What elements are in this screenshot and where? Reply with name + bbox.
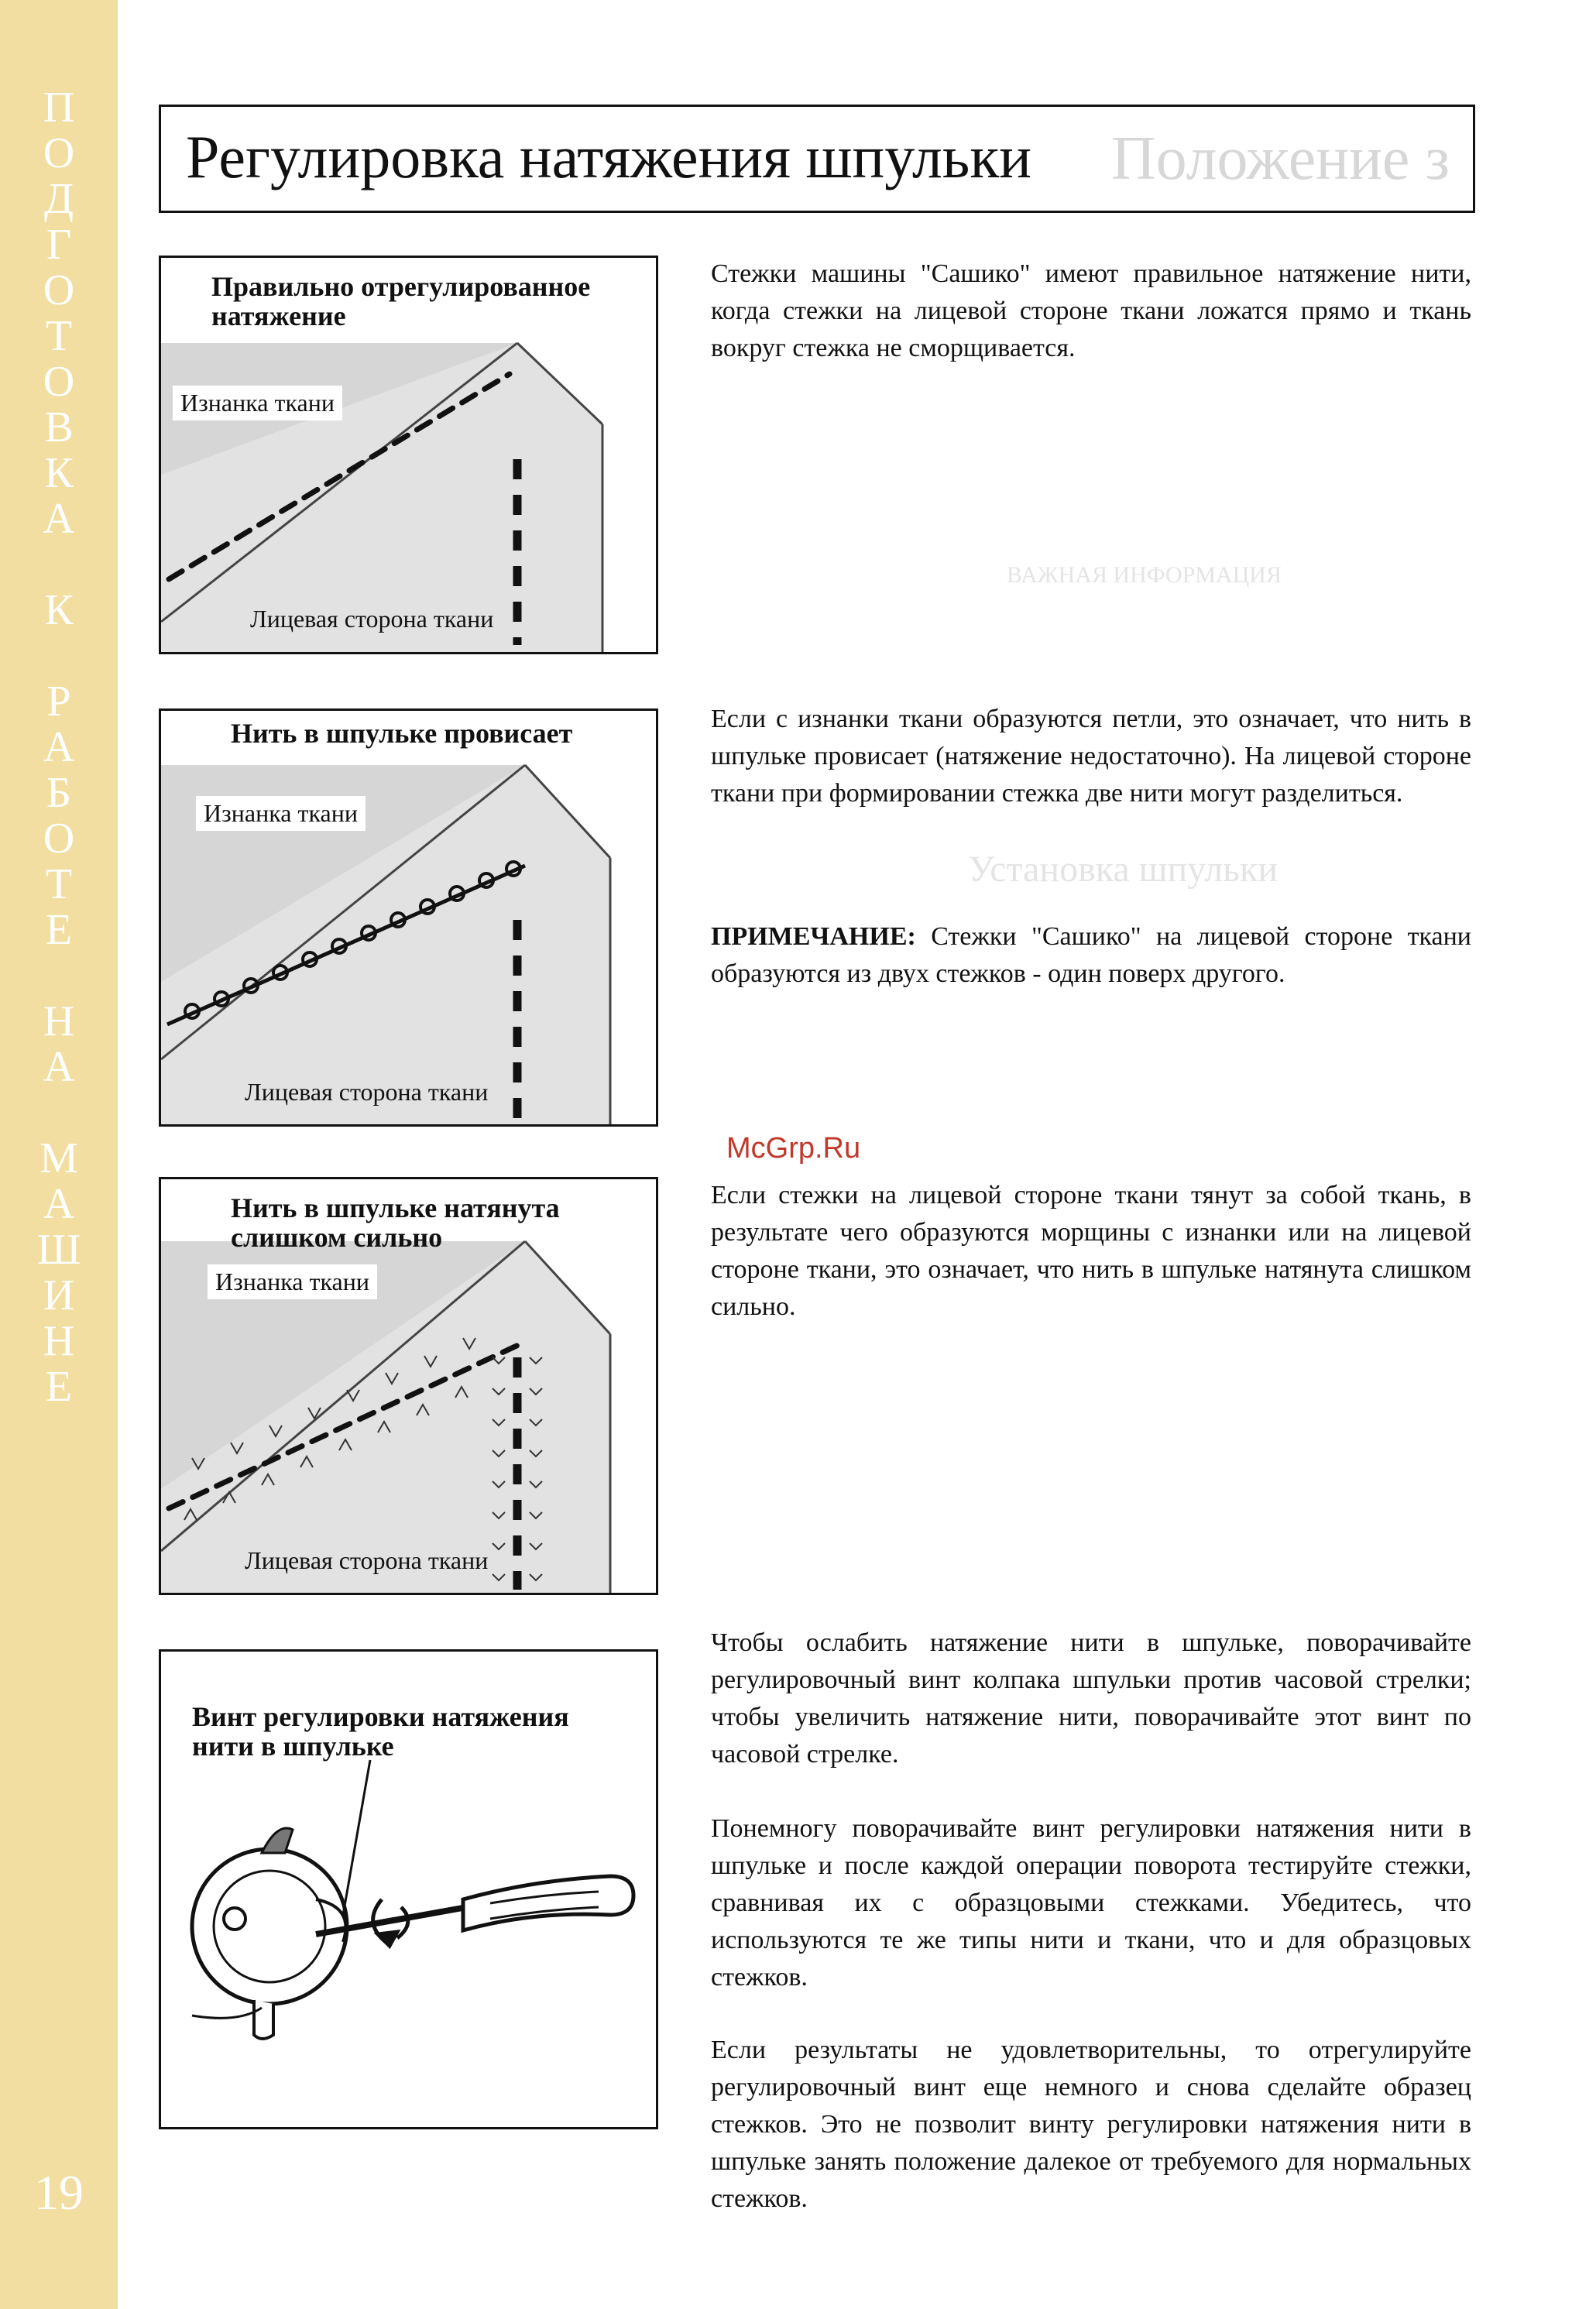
paragraph-repeat-adjust: Если результаты не удовлетворительны, то отрегулируйте регулировочный винт еще немного и снова сделайте образец стежков. Это не позволит винту регулировки натяжения нити в шпульке занять положение далекое от требуемого для нормальных стежков. bbox=[711, 2036, 1471, 2213]
page-title: Регулировка натяжения шпульки bbox=[186, 123, 1031, 190]
paragraph-loose-tension: Если с изнанки ткани образуются петли, это означает, что нить в шпульке провисает (натяжение недостаточно). На лицевой стороне ткани при формировании стежка две нити могут разделиться. bbox=[711, 705, 1471, 808]
note-body: Стежки "Сашико" на лицевой стороне ткани образуются из двух стежков - один поверх другого. bbox=[711, 922, 1471, 988]
sidebar-letter: Е bbox=[45, 906, 73, 954]
sidebar-letter: О bbox=[43, 266, 75, 314]
label-wrong-side: Изнанка ткани bbox=[208, 1264, 377, 1299]
sidebar-letter: Т bbox=[45, 312, 73, 360]
sidebar-letter: Н bbox=[43, 1317, 75, 1365]
sidebar-letters bbox=[0, 85, 118, 1410]
figure-caption: Правильно отрегулированное натяжение bbox=[211, 271, 591, 331]
paragraph-tight-tension: Если стежки на лицевой стороне ткани тянут за собой ткань, в результате чего образуются морщины с изнанки или на лицевой стороне ткани, это означает, что нить в шпульке натянута слишком сильно. bbox=[711, 1181, 1471, 1321]
sidebar-letter: К bbox=[44, 449, 74, 497]
sidebar-letter: Д bbox=[43, 175, 74, 223]
sidebar-letter: М bbox=[39, 1134, 78, 1182]
figure-caption: Нить в шпульке провисает bbox=[231, 718, 573, 749]
sidebar-letter: К bbox=[44, 586, 74, 634]
sidebar-letter: Р bbox=[46, 678, 71, 726]
sidebar-letter: П bbox=[43, 84, 75, 132]
label-wrong-side: Изнанка ткани bbox=[196, 796, 366, 831]
ghost-title: Положение з bbox=[1110, 125, 1450, 193]
label-wrong-side: Изнанка ткани bbox=[173, 386, 342, 420]
sidebar-letter: В bbox=[44, 403, 74, 451]
pointer-line bbox=[343, 1760, 370, 1915]
watermark: McGrp.Ru bbox=[726, 1132, 861, 1165]
sidebar-letter: А bbox=[43, 1043, 75, 1091]
label-right-side: Лицевая сторона ткани bbox=[245, 1078, 489, 1106]
sidebar-letter: Е bbox=[45, 1363, 73, 1411]
fabric-diagram-loose bbox=[161, 711, 658, 1127]
figure-adjustment-screw bbox=[159, 1649, 658, 2129]
figure-tight-tension bbox=[159, 1177, 658, 1595]
figure-caption: Винт регулировки натяжения нити в шпульке bbox=[192, 1701, 569, 1762]
sidebar-letter: Ш bbox=[36, 1226, 81, 1274]
label-right-side: Лицевая сторона ткани bbox=[245, 1546, 489, 1574]
sidebar-letter: А bbox=[43, 723, 75, 771]
sidebar-letter: О bbox=[43, 129, 75, 177]
sidebar-letter: Б bbox=[46, 769, 72, 817]
sidebar-letter: И bbox=[43, 1271, 75, 1319]
ghost-text-1: ВАЖНАЯ ИНФОРМАЦИЯ bbox=[1007, 562, 1282, 588]
paragraph-gradual-adjust: Понемногу поворачивайте винт регулировки натяжения нити в шпульке и после каждой операции поворота тестируйте стежки, сравнивая их с образцовыми стежками. Убедитесь, что используются те же типы нити и ткани, что и для образцовых стежков. bbox=[711, 1814, 1471, 1992]
ghost-text-2: Установка шпульки bbox=[968, 849, 1279, 890]
screwdriver-icon bbox=[316, 1876, 633, 1934]
sidebar-letter: Г bbox=[46, 221, 72, 269]
note-paragraph bbox=[711, 918, 1471, 993]
sidebar-letter: Н bbox=[43, 997, 75, 1045]
sidebar-letter: А bbox=[43, 495, 75, 543]
sidebar-letter: О bbox=[43, 815, 75, 863]
page-number: 19 bbox=[34, 2165, 84, 2220]
sidebar-letter: Т bbox=[45, 860, 73, 908]
figure-correct-tension bbox=[159, 256, 658, 654]
figure-loose-tension bbox=[159, 708, 658, 1127]
figure-caption: Нить в шпульке натянута слишком сильно bbox=[231, 1192, 560, 1253]
title-box bbox=[159, 105, 1475, 213]
paragraph-correct-tension: Стежки машины "Сашико" имеют правильное натяжение нити, когда стежки на лицевой стороне ткани ложатся прямо и ткань вокруг стежка не сморщивается. bbox=[711, 259, 1471, 362]
paragraph-adjust-direction: Чтобы ослабить натяжение нити в шпульке, поворачивайте регулировочный винт колпака шпульки против часовой стрелки; чтобы увеличить натяжение нити, поворачивайте этот винт по часовой стрелке. bbox=[711, 1628, 1471, 1769]
sidebar-letter: О bbox=[43, 358, 75, 406]
note-heading: ПРИМЕЧАНИЕ: bbox=[711, 922, 916, 951]
sidebar-letter: А bbox=[43, 1180, 75, 1228]
label-right-side: Лицевая сторона ткани bbox=[250, 605, 494, 633]
sidebar-tab bbox=[0, 0, 118, 2309]
